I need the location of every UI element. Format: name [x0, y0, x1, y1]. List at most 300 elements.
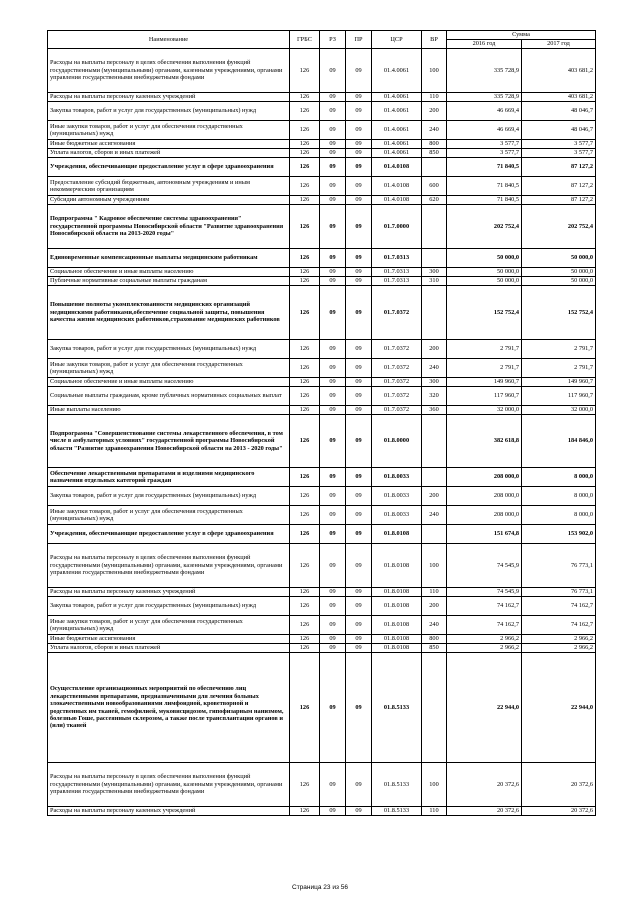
cell-v2017: 22 944,0 — [522, 653, 596, 763]
cell-rz: 09 — [320, 807, 346, 816]
cell-name: Подпрограмма "Совершенствование системы лекарственного обеспечения, в том числе в амбулаторных условиях" государственной программы Новосибирской области "Развитие здравоохранения Новосибирской области на 2013 - 2020 годы" — [48, 415, 290, 468]
cell-rz: 09 — [320, 616, 346, 635]
table-row — [48, 653, 596, 763]
cell-csr: 01.7.0372 — [372, 387, 422, 406]
cell-v2016: 71 840,5 — [447, 196, 522, 205]
header-sum: Сумма — [447, 31, 596, 40]
cell-v2016: 50 000,0 — [447, 277, 522, 286]
cell-rz: 09 — [320, 525, 346, 544]
cell-name: Публичные нормативные социальные выплаты гражданам — [48, 277, 290, 286]
header-2017: 2017 год — [522, 40, 596, 49]
table-row — [48, 268, 596, 277]
cell-rz: 09 — [320, 249, 346, 268]
cell-v2017: 32 000,0 — [522, 406, 596, 415]
cell-grbs: 126 — [290, 406, 320, 415]
cell-name: Расходы на выплаты персоналу казенных учреждений — [48, 93, 290, 102]
budget-table — [47, 30, 596, 816]
cell-v2017: 403 681,2 — [522, 49, 596, 93]
cell-rz: 09 — [320, 387, 346, 406]
cell-pr: 09 — [346, 406, 372, 415]
cell-pr: 09 — [346, 616, 372, 635]
table-row — [48, 616, 596, 635]
cell-grbs: 126 — [290, 102, 320, 121]
cell-rz: 09 — [320, 644, 346, 653]
cell-v2016: 335 728,9 — [447, 49, 522, 93]
cell-v2016: 20 372,6 — [447, 807, 522, 816]
table-row — [48, 205, 596, 249]
cell-vr — [422, 286, 447, 340]
cell-pr: 09 — [346, 387, 372, 406]
cell-rz: 09 — [320, 506, 346, 525]
cell-csr: 01.7.0372 — [372, 378, 422, 387]
cell-csr: 01.8.0033 — [372, 487, 422, 506]
cell-grbs: 126 — [290, 140, 320, 149]
table-row — [48, 635, 596, 644]
table-row — [48, 506, 596, 525]
table-row — [48, 140, 596, 149]
cell-grbs: 126 — [290, 487, 320, 506]
cell-rz: 09 — [320, 588, 346, 597]
cell-pr: 09 — [346, 468, 372, 487]
cell-vr: 850 — [422, 149, 447, 158]
cell-name: Единовременные компенсационные выплаты медицинским работникам — [48, 249, 290, 268]
cell-v2017: 3 577,7 — [522, 140, 596, 149]
table-row — [48, 468, 596, 487]
cell-csr: 01.7.0000 — [372, 205, 422, 249]
cell-grbs: 126 — [290, 158, 320, 177]
cell-pr: 09 — [346, 359, 372, 378]
cell-vr: 240 — [422, 506, 447, 525]
cell-name: Расходы на выплаты персоналу в целях обеспечения выполнения функций государственными (муниципальными) органами, казенными учреждениями, органами управления государственными внебюджетными фондами — [48, 544, 290, 588]
table-row — [48, 102, 596, 121]
cell-vr: 110 — [422, 588, 447, 597]
cell-vr: 100 — [422, 49, 447, 93]
cell-pr: 09 — [346, 268, 372, 277]
cell-name: Уплата налогов, сборов и иных платежей — [48, 149, 290, 158]
cell-v2016: 151 674,8 — [447, 525, 522, 544]
cell-vr: 800 — [422, 140, 447, 149]
cell-pr: 09 — [346, 378, 372, 387]
cell-pr: 09 — [346, 544, 372, 588]
cell-rz: 09 — [320, 121, 346, 140]
cell-rz: 09 — [320, 544, 346, 588]
cell-rz: 09 — [320, 487, 346, 506]
cell-v2017: 152 752,4 — [522, 286, 596, 340]
cell-pr: 09 — [346, 487, 372, 506]
cell-vr — [422, 468, 447, 487]
cell-grbs: 126 — [290, 544, 320, 588]
cell-pr: 09 — [346, 249, 372, 268]
cell-name: Иные закупки товаров, работ и услуг для обеспечения государственных (муниципальных) нужд — [48, 121, 290, 140]
cell-grbs: 126 — [290, 525, 320, 544]
table-row — [48, 644, 596, 653]
table-row — [48, 93, 596, 102]
budget-page — [47, 30, 595, 816]
page-number: Страница 23 из 56 — [292, 884, 348, 891]
cell-v2016: 2 791,7 — [447, 359, 522, 378]
table-row — [48, 597, 596, 616]
cell-pr: 09 — [346, 177, 372, 196]
cell-v2016: 3 577,7 — [447, 140, 522, 149]
cell-csr: 01.8.0108 — [372, 597, 422, 616]
cell-v2017: 153 902,0 — [522, 525, 596, 544]
cell-v2017: 87 127,2 — [522, 158, 596, 177]
cell-name: Закупка товаров, работ и услуг для государственных (муниципальных) нужд — [48, 597, 290, 616]
cell-csr: 01.8.0108 — [372, 635, 422, 644]
cell-pr: 09 — [346, 149, 372, 158]
cell-pr: 09 — [346, 158, 372, 177]
cell-rz: 09 — [320, 378, 346, 387]
cell-name: Повышение полноты укомплектованности медицинских организаций медицинскими работниками,обеспечение социальной защиты, повышения качества жизни медицинских работников,страхование медицинских работников — [48, 286, 290, 340]
cell-rz: 09 — [320, 286, 346, 340]
cell-v2017: 87 127,2 — [522, 196, 596, 205]
table-row — [48, 158, 596, 177]
cell-vr: 200 — [422, 597, 447, 616]
table-row — [48, 807, 596, 816]
cell-pr: 09 — [346, 415, 372, 468]
cell-grbs: 126 — [290, 249, 320, 268]
cell-rz: 09 — [320, 653, 346, 763]
cell-vr — [422, 205, 447, 249]
cell-csr: 01.8.0033 — [372, 506, 422, 525]
cell-grbs: 126 — [290, 387, 320, 406]
table-row — [48, 763, 596, 807]
cell-v2017: 50 000,0 — [522, 249, 596, 268]
cell-v2016: 32 000,0 — [447, 406, 522, 415]
cell-v2016: 208 000,0 — [447, 487, 522, 506]
cell-vr — [422, 249, 447, 268]
cell-v2016: 50 000,0 — [447, 249, 522, 268]
cell-name: Иные закупки товаров, работ и услуг для обеспечения государственных (муниципальных) нужд — [48, 616, 290, 635]
header-csr: ЦСР — [372, 31, 422, 49]
header-vr: ВР — [422, 31, 447, 49]
cell-vr: 240 — [422, 359, 447, 378]
table-row — [48, 406, 596, 415]
header-pr: ПР — [346, 31, 372, 49]
cell-csr: 01.8.5133 — [372, 807, 422, 816]
cell-csr: 01.4.0108 — [372, 177, 422, 196]
cell-rz: 09 — [320, 415, 346, 468]
cell-grbs: 126 — [290, 597, 320, 616]
cell-grbs: 126 — [290, 616, 320, 635]
cell-vr: 100 — [422, 763, 447, 807]
cell-name: Расходы на выплаты персоналу казенных учреждений — [48, 807, 290, 816]
cell-pr: 09 — [346, 102, 372, 121]
cell-csr: 01.7.0372 — [372, 359, 422, 378]
cell-v2017: 202 752,4 — [522, 205, 596, 249]
cell-vr: 360 — [422, 406, 447, 415]
cell-vr: 200 — [422, 487, 447, 506]
cell-csr: 01.4.0061 — [372, 149, 422, 158]
cell-csr: 01.4.0061 — [372, 49, 422, 93]
cell-vr: 110 — [422, 93, 447, 102]
table-row — [48, 196, 596, 205]
cell-grbs: 126 — [290, 177, 320, 196]
cell-pr: 09 — [346, 140, 372, 149]
cell-vr: 600 — [422, 177, 447, 196]
cell-rz: 09 — [320, 468, 346, 487]
cell-pr: 09 — [346, 93, 372, 102]
cell-grbs: 126 — [290, 268, 320, 277]
table-row — [48, 121, 596, 140]
table-row — [48, 340, 596, 359]
cell-vr — [422, 525, 447, 544]
cell-v2017: 3 577,7 — [522, 149, 596, 158]
cell-vr: 110 — [422, 807, 447, 816]
cell-vr: 300 — [422, 268, 447, 277]
cell-grbs: 126 — [290, 149, 320, 158]
cell-v2017: 8 000,0 — [522, 487, 596, 506]
cell-pr: 09 — [346, 597, 372, 616]
cell-name: Расходы на выплаты персоналу в целях обеспечения выполнения функций государственными (муниципальными) органами, казенными учреждениями, органами управления государственными внебюджетными фондами — [48, 49, 290, 93]
cell-v2016: 74 545,9 — [447, 544, 522, 588]
cell-v2016: 202 752,4 — [447, 205, 522, 249]
cell-csr: 01.8.0108 — [372, 644, 422, 653]
cell-v2016: 335 728,9 — [447, 93, 522, 102]
cell-name: Предоставление субсидий бюджетным, автономным учреждениям и иным некоммерческим организациям — [48, 177, 290, 196]
cell-v2017: 48 046,7 — [522, 102, 596, 121]
table-row — [48, 177, 596, 196]
cell-name: Социальное обеспечение и иные выплаты населению — [48, 378, 290, 387]
cell-name: Закупка товаров, работ и услуг для государственных (муниципальных) нужд — [48, 487, 290, 506]
cell-v2016: 22 944,0 — [447, 653, 522, 763]
cell-v2016: 152 752,4 — [447, 286, 522, 340]
cell-vr: 850 — [422, 644, 447, 653]
cell-name: Иные закупки товаров, работ и услуг для обеспечения государственных (муниципальных) нужд — [48, 506, 290, 525]
cell-name: Закупка товаров, работ и услуг для государственных (муниципальных) нужд — [48, 340, 290, 359]
cell-v2016: 3 577,7 — [447, 149, 522, 158]
cell-pr: 09 — [346, 653, 372, 763]
cell-name: Расходы на выплаты персоналу в целях обеспечения выполнения функций государственными (муниципальными) органами, казенными учреждениями, органами управления государственными внебюджетными фондами — [48, 763, 290, 807]
cell-name: Закупка товаров, работ и услуг для государственных (муниципальных) нужд — [48, 102, 290, 121]
cell-name: Осуществление организационных мероприятий по обеспечению лиц лекарственными препаратами, предназначенными для лечения больных злокачественными новообразованиями лимфоидной, кроветворной и родственных им тканей, гемофилией, муковисцидозом, гипофизарным нанизмом, болезнью Гоше, рассеянным склерозом, а также после трансплантации органов и (или) тканей — [48, 653, 290, 763]
cell-rz: 09 — [320, 406, 346, 415]
table-row — [48, 544, 596, 588]
cell-name: Иные закупки товаров, работ и услуг для обеспечения государственных (муниципальных) нужд — [48, 359, 290, 378]
cell-grbs: 126 — [290, 506, 320, 525]
cell-name: Социальное обеспечение и иные выплаты населению — [48, 268, 290, 277]
cell-vr: 620 — [422, 196, 447, 205]
cell-pr: 09 — [346, 196, 372, 205]
header-grbs: ГРБС — [290, 31, 320, 49]
cell-rz: 09 — [320, 268, 346, 277]
cell-v2016: 74 162,7 — [447, 616, 522, 635]
cell-name: Иные бюджетные ассигнования — [48, 140, 290, 149]
cell-v2016: 46 669,4 — [447, 102, 522, 121]
cell-rz: 09 — [320, 340, 346, 359]
cell-vr: 800 — [422, 635, 447, 644]
cell-v2017: 8 000,0 — [522, 506, 596, 525]
cell-rz: 09 — [320, 635, 346, 644]
cell-csr: 01.8.0000 — [372, 415, 422, 468]
cell-csr: 01.8.0033 — [372, 468, 422, 487]
table-row — [48, 525, 596, 544]
header-2016: 2016 год — [447, 40, 522, 49]
cell-v2017: 2 791,7 — [522, 359, 596, 378]
cell-csr: 01.7.0372 — [372, 286, 422, 340]
cell-v2017: 76 773,1 — [522, 588, 596, 597]
cell-v2016: 208 000,0 — [447, 506, 522, 525]
cell-v2016: 2 966,2 — [447, 644, 522, 653]
cell-pr: 09 — [346, 49, 372, 93]
cell-vr: 100 — [422, 544, 447, 588]
cell-name: Социальные выплаты гражданам, кроме публичных нормативных социальных выплат — [48, 387, 290, 406]
cell-csr: 01.4.0061 — [372, 140, 422, 149]
cell-name: Иные выплаты населению — [48, 406, 290, 415]
cell-grbs: 126 — [290, 807, 320, 816]
cell-pr: 09 — [346, 506, 372, 525]
cell-csr: 01.7.0372 — [372, 406, 422, 415]
table-row — [48, 49, 596, 93]
cell-csr: 01.7.0372 — [372, 340, 422, 359]
cell-grbs: 126 — [290, 340, 320, 359]
cell-csr: 01.4.0108 — [372, 196, 422, 205]
cell-csr: 01.8.0108 — [372, 525, 422, 544]
cell-vr — [422, 653, 447, 763]
cell-v2016: 2 966,2 — [447, 635, 522, 644]
cell-rz: 09 — [320, 196, 346, 205]
table-row — [48, 359, 596, 378]
cell-csr: 01.4.0061 — [372, 93, 422, 102]
cell-v2017: 117 960,7 — [522, 387, 596, 406]
cell-rz: 09 — [320, 359, 346, 378]
table-row — [48, 149, 596, 158]
cell-pr: 09 — [346, 588, 372, 597]
cell-v2016: 71 840,5 — [447, 158, 522, 177]
cell-csr: 01.8.0108 — [372, 544, 422, 588]
cell-grbs: 126 — [290, 277, 320, 286]
table-row — [48, 588, 596, 597]
cell-v2017: 8 000,0 — [522, 468, 596, 487]
header-rz: РЗ — [320, 31, 346, 49]
table-row — [48, 378, 596, 387]
cell-v2017: 74 162,7 — [522, 616, 596, 635]
table-row — [48, 487, 596, 506]
cell-rz: 09 — [320, 277, 346, 286]
cell-vr: 310 — [422, 277, 447, 286]
cell-csr: 01.4.0108 — [372, 158, 422, 177]
cell-pr: 09 — [346, 205, 372, 249]
cell-v2016: 208 000,0 — [447, 468, 522, 487]
cell-v2016: 20 372,6 — [447, 763, 522, 807]
cell-pr: 09 — [346, 277, 372, 286]
cell-pr: 09 — [346, 644, 372, 653]
cell-v2017: 149 960,7 — [522, 378, 596, 387]
cell-name: Подпрограмма " Кадровое обеспечение системы здравоохранения" государственной программы Новосибирской области "Развитие здравоохранения Новосибирской области на 2013-2020 годы" — [48, 205, 290, 249]
cell-v2016: 382 618,8 — [447, 415, 522, 468]
cell-v2016: 2 791,7 — [447, 340, 522, 359]
cell-name: Учреждения, обеспечивающие предоставление услуг в сфере здравоохранения — [48, 525, 290, 544]
cell-grbs: 126 — [290, 121, 320, 140]
cell-csr: 01.7.0313 — [372, 277, 422, 286]
cell-v2017: 20 372,6 — [522, 807, 596, 816]
cell-grbs: 126 — [290, 635, 320, 644]
cell-v2017: 48 046,7 — [522, 121, 596, 140]
cell-pr: 09 — [346, 763, 372, 807]
cell-pr: 09 — [346, 807, 372, 816]
cell-csr: 01.7.0313 — [372, 268, 422, 277]
cell-csr: 01.8.0108 — [372, 616, 422, 635]
cell-rz: 09 — [320, 93, 346, 102]
cell-grbs: 126 — [290, 763, 320, 807]
cell-v2017: 2 791,7 — [522, 340, 596, 359]
cell-grbs: 126 — [290, 49, 320, 93]
cell-grbs: 126 — [290, 196, 320, 205]
cell-grbs: 126 — [290, 653, 320, 763]
cell-vr: 200 — [422, 102, 447, 121]
cell-name: Расходы на выплаты персоналу казенных учреждений — [48, 588, 290, 597]
cell-name: Субсидии автономным учреждениям — [48, 196, 290, 205]
cell-v2017: 87 127,2 — [522, 177, 596, 196]
cell-v2017: 2 966,2 — [522, 635, 596, 644]
cell-rz: 09 — [320, 102, 346, 121]
cell-vr — [422, 415, 447, 468]
cell-csr: 01.4.0061 — [372, 121, 422, 140]
cell-v2017: 403 681,2 — [522, 93, 596, 102]
cell-vr — [422, 158, 447, 177]
cell-pr: 09 — [346, 635, 372, 644]
cell-rz: 09 — [320, 140, 346, 149]
cell-vr: 320 — [422, 387, 447, 406]
cell-vr: 240 — [422, 616, 447, 635]
cell-grbs: 126 — [290, 93, 320, 102]
cell-rz: 09 — [320, 49, 346, 93]
cell-v2016: 50 000,0 — [447, 268, 522, 277]
cell-v2017: 50 000,0 — [522, 268, 596, 277]
cell-vr: 240 — [422, 121, 447, 140]
cell-v2017: 2 966,2 — [522, 644, 596, 653]
cell-csr: 01.7.0313 — [372, 249, 422, 268]
table-row — [48, 249, 596, 268]
cell-name: Иные бюджетные ассигнования — [48, 635, 290, 644]
cell-v2016: 74 162,7 — [447, 597, 522, 616]
cell-v2016: 149 960,7 — [447, 378, 522, 387]
cell-v2016: 74 545,9 — [447, 588, 522, 597]
table-row — [48, 387, 596, 406]
cell-grbs: 126 — [290, 588, 320, 597]
table-row — [48, 286, 596, 340]
header-name: Наименование — [48, 31, 290, 49]
cell-name: Учреждения, обеспечивающие предоставление услуг в сфере здравоохранения — [48, 158, 290, 177]
cell-v2017: 76 773,1 — [522, 544, 596, 588]
cell-v2016: 71 840,5 — [447, 177, 522, 196]
cell-name: Уплата налогов, сборов и иных платежей — [48, 644, 290, 653]
cell-csr: 01.4.0061 — [372, 102, 422, 121]
cell-name: Обеспечение лекарственными препаратами и изделиями медицинского назначения отдельных категорий граждан — [48, 468, 290, 487]
cell-v2017: 20 372,6 — [522, 763, 596, 807]
cell-pr: 09 — [346, 340, 372, 359]
cell-rz: 09 — [320, 597, 346, 616]
cell-rz: 09 — [320, 149, 346, 158]
cell-grbs: 126 — [290, 359, 320, 378]
cell-grbs: 126 — [290, 378, 320, 387]
cell-pr: 09 — [346, 525, 372, 544]
cell-v2017: 74 162,7 — [522, 597, 596, 616]
cell-rz: 09 — [320, 177, 346, 196]
cell-vr: 300 — [422, 378, 447, 387]
cell-v2016: 46 669,4 — [447, 121, 522, 140]
cell-grbs: 126 — [290, 205, 320, 249]
cell-vr: 200 — [422, 340, 447, 359]
cell-rz: 09 — [320, 205, 346, 249]
cell-v2016: 117 960,7 — [447, 387, 522, 406]
table-row — [48, 277, 596, 286]
table-body — [48, 49, 596, 816]
table-row — [48, 415, 596, 468]
cell-rz: 09 — [320, 158, 346, 177]
cell-rz: 09 — [320, 763, 346, 807]
cell-csr: 01.8.0108 — [372, 588, 422, 597]
